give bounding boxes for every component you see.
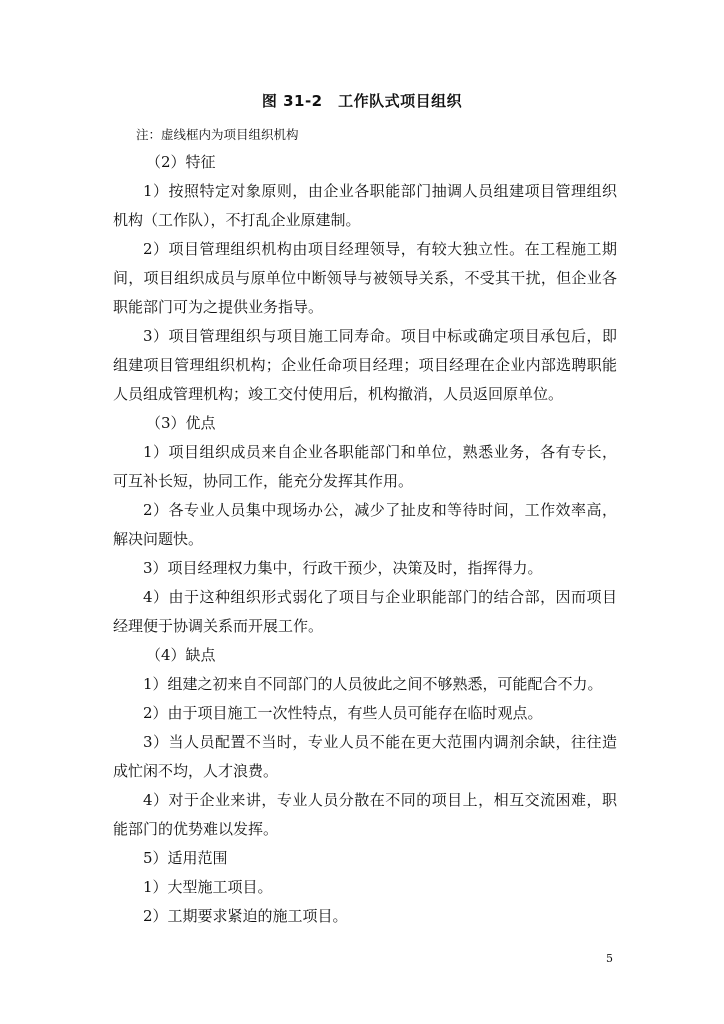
- paragraph: 3）当人员配置不当时，专业人员不能在更大范围内调剂余缺，往往造成忙闲不均，人才浪费。: [113, 733, 617, 780]
- figure-note: 注：虚线框内为项目组织机构: [136, 127, 299, 142]
- paragraph: 1）按照特定对象原则，由企业各职能部门抽调人员组建项目管理组织机构（工作队），不打乱企业原建制。: [113, 182, 617, 229]
- paragraph: 3）项目经理权力集中，行政干预少，决策及时，指挥得力。: [143, 559, 543, 577]
- paragraph: 5）适用范围: [143, 849, 228, 867]
- paragraph: 1）项目组织成员来自企业各职能部门和单位，熟悉业务，各有专长，可互补长短，协同工作，能充分发挥其作用。: [113, 443, 617, 490]
- paragraph: 4）由于这种组织形式弱化了项目与企业职能部门的结合部，因而项目经理便于协调关系而开展工作。: [113, 588, 617, 635]
- body-text: [113, 148, 617, 931]
- paragraph: 4）对于企业来讲，专业人员分散在不同的项目上，相互交流困难，职能部门的优势难以发挥。: [113, 791, 617, 838]
- paragraph: 1）大型施工项目。: [143, 878, 273, 896]
- paragraph: 2）工期要求紧迫的施工项目。: [143, 907, 348, 925]
- paragraph: 1）组建之初来自不同部门的人员彼此之间不够熟悉，可能配合不力。: [143, 675, 603, 693]
- figure-caption: 图 31-2 工作队式项目组织: [261, 92, 463, 110]
- paragraph: 2）项目管理组织机构由项目经理领导，有较大独立性。在工程施工期间，项目组织成员与原单位中断领导与被领导关系，不受其干扰，但企业各职能部门可为之提供业务指导。: [113, 240, 617, 316]
- page-number: 5: [606, 952, 613, 965]
- section-heading-advantages: （3）优点: [146, 414, 216, 432]
- paragraph: 2）各专业人员集中现场办公，减少了扯皮和等待时间，工作效率高，解决问题快。: [113, 501, 617, 548]
- section-heading-features: （2）特征: [146, 153, 216, 171]
- paragraph: 3）项目管理组织与项目施工同寿命。项目中标或确定项目承包后，即组建项目管理组织机构；企业任命项目经理；项目经理在企业内部选聘职能人员组成管理机构；竣工交付使用后，机构撤消，人员返回原单位。: [113, 327, 617, 403]
- paragraph: 2）由于项目施工一次性特点，有些人员可能存在临时观点。: [143, 704, 543, 722]
- section-heading-disadvantages: （4）缺点: [146, 646, 216, 664]
